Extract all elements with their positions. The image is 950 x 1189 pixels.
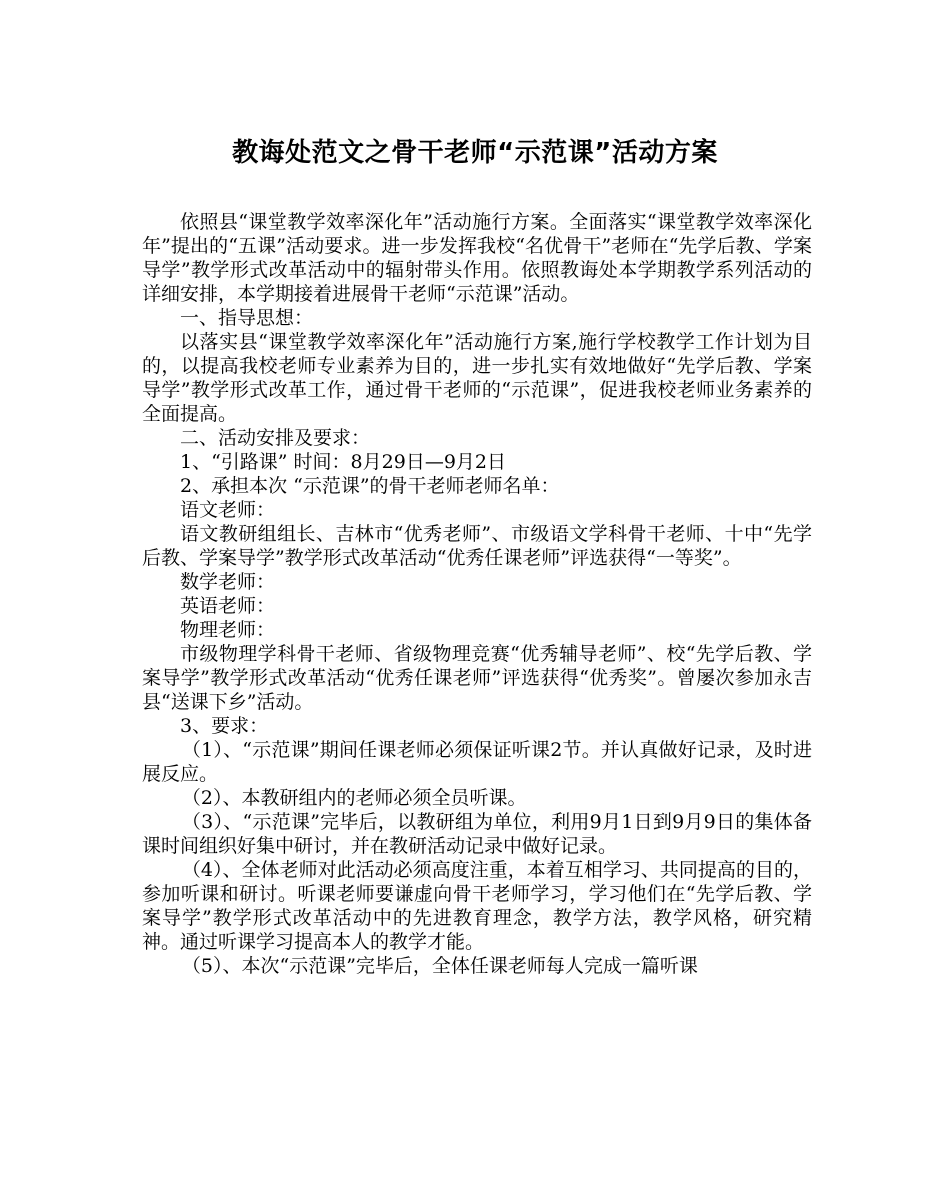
requirement-3: （3）、“示范课”完毕后，以教研组为单位，利用9月1日到9月9日的集体备课时间组织好集中研讨，并在教研活动记录中做好记录。 bbox=[142, 811, 812, 857]
item-requirements: 3、要求： bbox=[180, 715, 269, 737]
requirement-5: （5）、本次“示范课”完毕后，全体任课老师每人完成一篇听课 bbox=[181, 955, 698, 977]
subject-math-teacher: 数学老师： bbox=[180, 571, 276, 593]
guiding-thought-paragraph: 以落实县“课堂教学效率深化年”活动施行方案,施行学校教学工作计划为目的，以提高我校老师专业素养为目的，进一步扎实有效地做好“先学后教、学案导学”教学形式改革工作，通过骨干老师的“示范课”，促进我校老师业务素养的全面提高。 bbox=[142, 331, 812, 425]
item-teacher-list: 2、承担本次 “示范课”的骨干老师老师名单： bbox=[180, 475, 560, 497]
requirement-2: （2）、本教研组内的老师必须全员听课。 bbox=[181, 787, 527, 809]
section-heading-guiding-thought: 一、指导思想： bbox=[180, 307, 314, 329]
item-guide-lesson-time: 1、“引路课” 时间：8月29日—9月2日 bbox=[180, 451, 506, 473]
requirement-1: （1）、“示范课”期间任课老师必须保证听课2节。并认真做好记录，及时进展反应。 bbox=[142, 739, 812, 785]
chinese-teacher-description: 语文教研组组长、吉林市“优秀老师”、市级语文学科骨干老师、十中“先学后教、学案导学”教学形式改革活动“优秀任课老师”评选获得“一等奖”。 bbox=[142, 523, 812, 569]
intro-paragraph: 依照县“课堂教学效率深化年”活动施行方案。全面落实“课堂教学效率深化年”提出的“五课”活动要求。进一步发挥我校“名优骨干”老师在“先学后教、学案导学”教学形式改革活动中的辐射带头作用。依照教诲处本学期教学系列活动的详细安排，本学期接着进展骨干老师“示范课”活动。 bbox=[142, 211, 812, 305]
subject-chinese-teacher: 语文老师： bbox=[180, 499, 276, 521]
subject-physics-teacher: 物理老师： bbox=[180, 619, 276, 641]
physics-teacher-description: 市级物理学科骨干老师、省级物理竞赛“优秀辅导老师”、校“先学后教、学案导学”教学形式改革活动“优秀任课老师”评选获得“优秀奖”。曾屡次参加永吉县“送课下乡”活动。 bbox=[142, 643, 812, 713]
document-title: 教诲处范文之骨干老师“示范课”活动方案 bbox=[232, 138, 718, 168]
requirement-4: （4）、全体老师对此活动必须高度注重，本着互相学习、共同提高的目的，参加听课和研讨。听课老师要谦虚向骨干老师学习，学习他们在“先学后教、学案导学”教学形式改革活动中的先进教育理念，教学方法，教学风格，研究精神。通过听课学习提高本人的教学才能。 bbox=[142, 859, 812, 953]
section-heading-arrangements: 二、活动安排及要求： bbox=[180, 427, 371, 449]
subject-english-teacher: 英语老师： bbox=[180, 595, 276, 617]
document-body bbox=[142, 210, 812, 978]
